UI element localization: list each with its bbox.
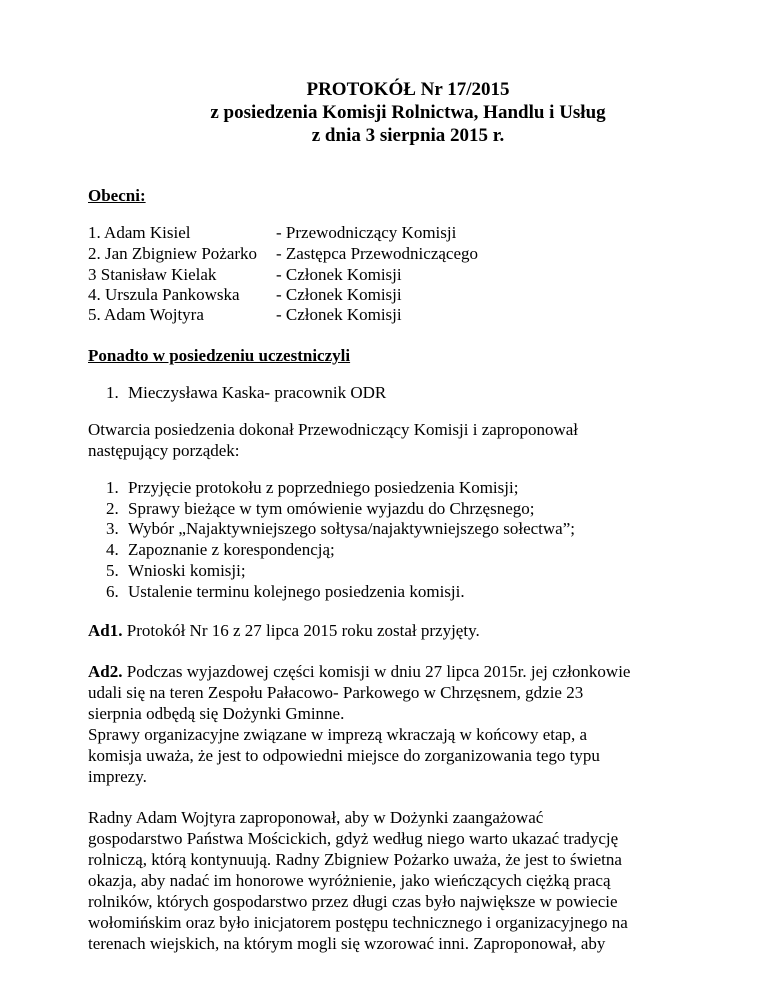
paragraph-line: rolniczą, którą kontynuują. Radny Zbigniew Pożarko uważa, że jest to świetna xyxy=(88,850,622,869)
member-role: - Zastępca Przewodniczącego xyxy=(276,244,478,263)
opening-text: następujący porządek: xyxy=(88,441,240,460)
member-name: 1. Adam Kisiel xyxy=(88,223,191,242)
paragraph-line: terenach wiejskich, na którym mogli się wzorować inni. Zaproponował, aby xyxy=(88,934,606,953)
ad1-label: Ad1. xyxy=(88,621,123,640)
ad1-paragraph xyxy=(88,621,480,641)
ad2-line: imprezy. xyxy=(88,767,147,786)
paragraph-line: okazja, aby nadać im honorowe wyróżnienie, jako wieńczących ciężką pracą xyxy=(88,871,611,890)
member-name: 3 Stanisław Kielak xyxy=(88,265,217,284)
member-role: - Członek Komisji xyxy=(276,285,402,304)
member-role: - Członek Komisji xyxy=(276,305,402,324)
opening-text: Otwarcia posiedzenia dokonał Przewodniczący Komisji i zaproponował xyxy=(88,420,579,439)
paragraph-line: Radny Adam Wojtyra zaproponował, aby w Dożynki zaangażować xyxy=(88,808,544,827)
agenda-item xyxy=(106,478,518,498)
agenda-item xyxy=(106,499,534,519)
member-name: 2. Jan Zbigniew Pożarko xyxy=(88,244,258,263)
member-name: 5. Adam Wojtyra xyxy=(88,305,204,324)
agenda-item xyxy=(106,582,465,602)
agenda-number: 6. xyxy=(106,582,119,601)
ad2-line xyxy=(88,662,630,682)
agenda-number: 2. xyxy=(106,499,119,518)
ad2-line: komisja uważa, że jest to odpowiedni miejsce do zorganizowania tego typu xyxy=(88,746,600,765)
agenda-text: Wybór „Najaktywniejszego sołtysa/najaktywniejszego sołectwa”; xyxy=(128,519,575,538)
ad2-line: udali się na teren Zespołu Pałacowo- Parkowego w Chrzęsnem, gdzie 23 xyxy=(88,683,584,702)
agenda-number: 4. xyxy=(106,540,119,559)
paragraph-line: rolników, których gospodarstwo przez długi czas było największe w powiecie xyxy=(88,892,618,911)
agenda-number: 3. xyxy=(106,519,119,538)
agenda-number: 1. xyxy=(106,478,119,497)
agenda-item xyxy=(106,561,246,581)
ad2-text: Podczas wyjazdowej części komisji w dniu 27 lipca 2015r. jej członkowie xyxy=(122,662,631,681)
agenda-text: Wnioski komisji; xyxy=(128,561,246,580)
document-subtitle: z posiedzenia Komisji Rolnictwa, Handlu i Usług xyxy=(210,102,606,123)
agenda-text: Zapoznanie z korespondencją; xyxy=(128,540,335,559)
ad2-line: sierpnia odbędą się Dożynki Gminne. xyxy=(88,704,345,723)
agenda-text: Ustalenie terminu kolejnego posiedzenia komisji. xyxy=(128,582,465,601)
guests-heading: Ponadto w posiedzeniu uczestniczyli xyxy=(88,346,351,365)
agenda-item xyxy=(106,540,335,560)
agenda-number: 5. xyxy=(106,561,119,580)
agenda-item xyxy=(106,519,575,539)
list-text: Mieczysława Kaska- pracownik ODR xyxy=(128,383,387,402)
paragraph-line: gospodarstwo Państwa Mościckich, gdyż według niego warto ukazać tradycję xyxy=(88,829,619,848)
member-role: - Przewodniczący Komisji xyxy=(276,223,457,242)
agenda-text: Przyjęcie protokołu z poprzedniego posiedzenia Komisji; xyxy=(128,478,519,497)
member-role: - Członek Komisji xyxy=(276,265,402,284)
present-heading: Obecni: xyxy=(88,186,146,205)
document-title: PROTOKÓŁ Nr 17/2015 xyxy=(306,79,510,100)
list-number: 1. xyxy=(106,383,119,402)
ad1-text: Protokół Nr 16 z 27 lipca 2015 roku został przyjęty. xyxy=(122,621,480,640)
document-date: z dnia 3 sierpnia 2015 r. xyxy=(311,125,505,146)
ad2-line: Sprawy organizacyjne związane w imprezą wkraczają w końcowy etap, a xyxy=(88,725,588,744)
agenda-text: Sprawy bieżące w tym omówienie wyjazdu do Chrzęsnego; xyxy=(128,499,535,518)
list-item xyxy=(106,383,386,403)
paragraph-line: wołomińskim oraz było inicjatorem postępu technicznego i organizacyjnego na xyxy=(88,913,628,932)
ad2-label: Ad2. xyxy=(88,662,123,681)
member-name: 4. Urszula Pankowska xyxy=(88,285,240,304)
